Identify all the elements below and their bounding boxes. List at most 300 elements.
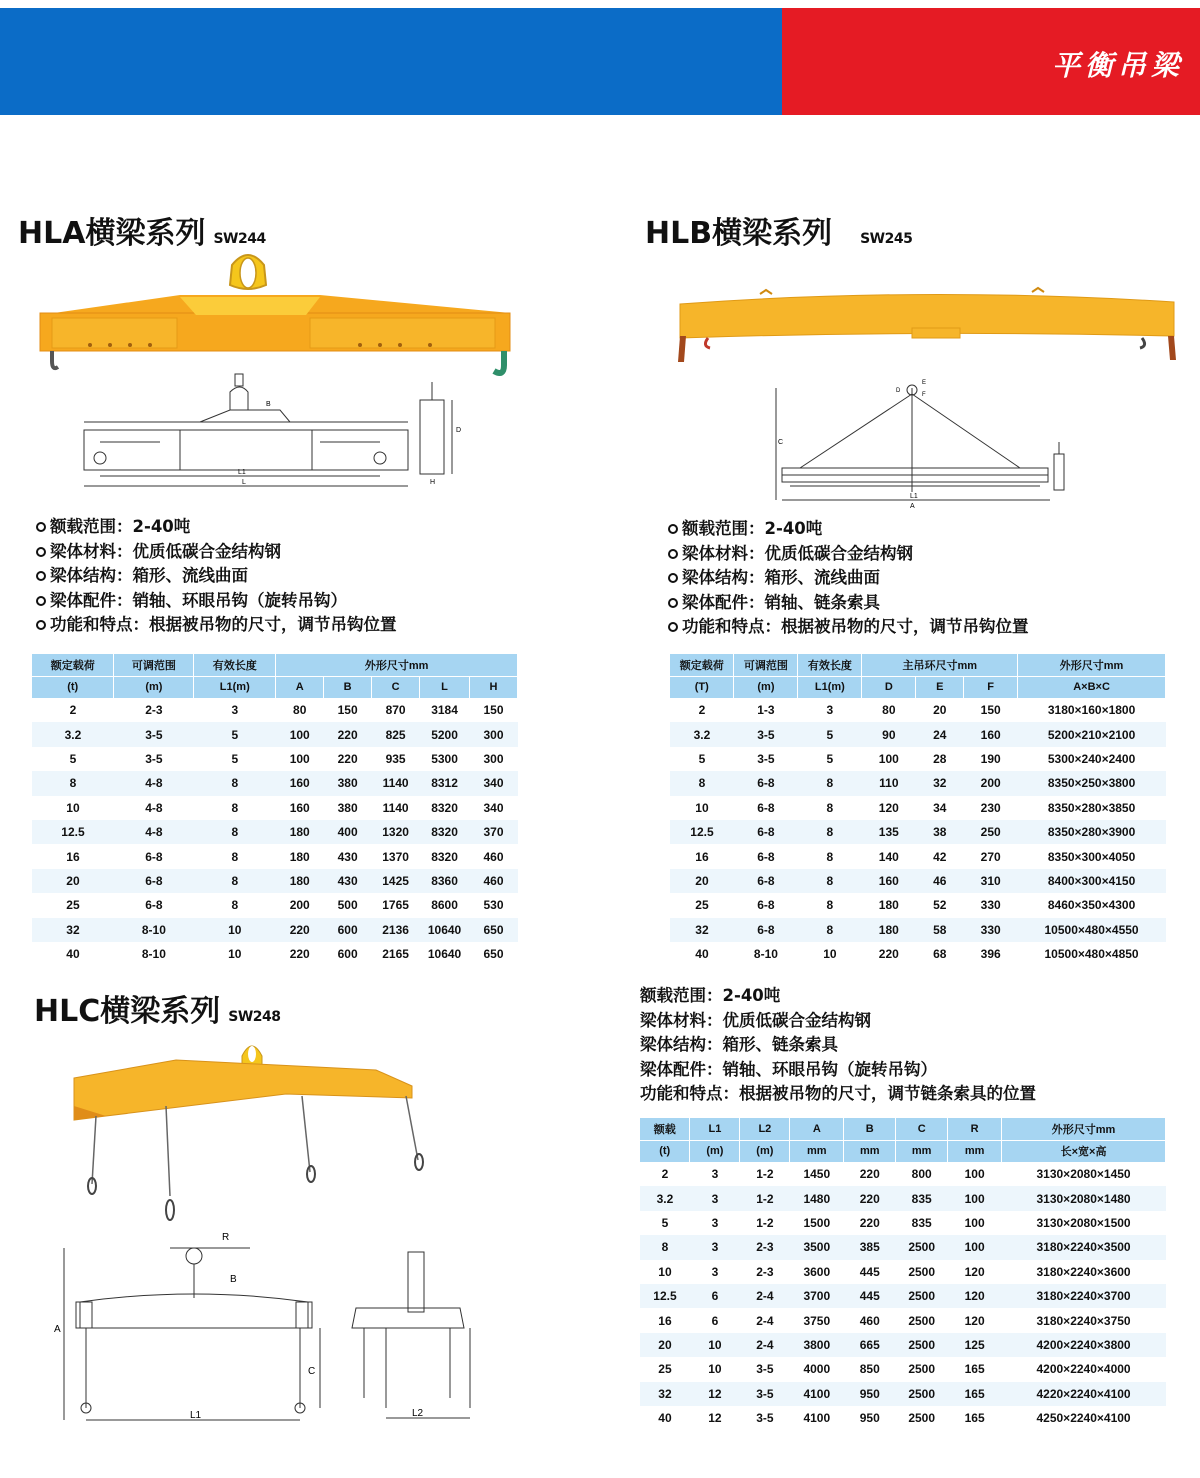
hlb-table-cell: 110 [862, 771, 916, 795]
hlb-table-cell: 8400×300×4150 [1018, 869, 1166, 893]
hla-table-cell: 5300 [431, 751, 458, 766]
hlb-table-row [670, 820, 1166, 844]
hlb-th: 外形尺寸mm [1018, 654, 1166, 676]
hlc-spec-item: 梁体配件：销轴、环眼吊钩（旋转吊钩） [640, 1059, 937, 1079]
hlb-label-a: A [910, 503, 915, 510]
hlc-spec-item: 梁体结构：箱形、链条索具 [640, 1035, 838, 1054]
hla-th: 外形尺寸mm [276, 654, 518, 676]
hlb-th: D [862, 676, 916, 698]
hlc-table-cell: 1-2 [756, 1215, 774, 1230]
hla-table-cell: 1320 [372, 820, 420, 844]
hla-table-cell: 1425 [372, 869, 420, 893]
hlc-table-cell: 850 [859, 1362, 880, 1377]
hlb-table-cell: 10500×480×4550 [1018, 918, 1166, 942]
hla-table-cell: 5200 [420, 722, 470, 746]
hla-table-row [32, 771, 518, 795]
hla-label-l: L [242, 479, 246, 486]
hla-table-cell: 8600 [431, 898, 458, 913]
hlc-table-cell: 445 [844, 1284, 896, 1308]
hlc-table-cell: 2500 [908, 1411, 936, 1426]
hlc-label-c: C [308, 1366, 316, 1377]
hlb-table-cell: 3-5 [734, 722, 798, 746]
hla-table-cell: 2-3 [145, 703, 163, 718]
hlb-th: L1(m) [798, 676, 862, 698]
hlc-spec-item: 梁体材料：优质低碳合金结构钢 [640, 1010, 871, 1030]
hlb-table-cell: 8 [826, 849, 834, 864]
hla-table-cell: 380 [324, 771, 372, 795]
hlc-table-cell: 220 [859, 1215, 880, 1230]
hlc-table-cell: 3130×2080×1480 [1002, 1186, 1166, 1210]
hlc-table-cell: 5 [661, 1215, 669, 1230]
hlb-table-cell: 16 [695, 849, 709, 864]
hlc-th: 外形尺寸mm [1002, 1118, 1166, 1140]
hla-table [32, 654, 518, 966]
hlb-table-cell: 6-8 [757, 800, 775, 815]
hla-table-cell: 825 [372, 722, 420, 746]
hla-table-cell: 380 [337, 800, 358, 815]
hla-th: L [420, 676, 470, 698]
hlb-table-cell: 180 [878, 898, 899, 913]
hlc-table-cell: 3 [690, 1235, 740, 1259]
hlc-table-cell: 3180×2240×3700 [1002, 1284, 1166, 1308]
hla-drawing [80, 372, 470, 492]
hlb-table-cell: 200 [964, 771, 1018, 795]
hla-table-cell: 430 [324, 869, 372, 893]
hla-spec-item: 梁体材料：优质低碳合金结构钢 [36, 540, 397, 565]
hlb-table-row [670, 796, 1166, 820]
hlb-table-cell: 250 [964, 820, 1018, 844]
hlb-table-cell: 6-8 [757, 849, 775, 864]
hlb-table-row [670, 722, 1166, 746]
hlb-table-cell: 24 [916, 722, 964, 746]
hla-table-cell: 25 [66, 898, 80, 913]
hlc-table-cell: 2500 [896, 1382, 948, 1406]
hlc-table-cell: 3800 [790, 1333, 844, 1357]
hlc-table-cell: 1-2 [740, 1186, 790, 1210]
hla-table-cell: 100 [289, 751, 310, 766]
hlc-table-cell: 32 [640, 1382, 690, 1406]
hla-table-row [32, 869, 518, 893]
hla-table-cell: 160 [289, 800, 310, 815]
hlc-th: 长×宽×高 [1002, 1140, 1166, 1162]
hlc-table-cell: 165 [964, 1362, 985, 1377]
hla-th: L1(m) [194, 676, 276, 698]
hlc-table-row [640, 1211, 1166, 1235]
hlc-table-cell: 2-3 [756, 1264, 774, 1279]
hlc-th: 额载 [640, 1118, 690, 1140]
hlb-table-cell: 20 [933, 703, 947, 718]
hla-table-cell: 32 [32, 918, 114, 942]
hlc-title [34, 986, 281, 1030]
hlb-table-cell: 310 [964, 869, 1018, 893]
hla-table-cell: 340 [483, 800, 504, 815]
hlc-table-row [640, 1333, 1166, 1357]
hla-table-row [32, 893, 518, 917]
hlb-spec-item: 梁体配件：销轴、链条索具 [668, 591, 1029, 616]
hla-table-cell: 8320 [431, 800, 458, 815]
hlc-th: mm [790, 1140, 844, 1162]
hlc-table-row [640, 1162, 1166, 1186]
hlb-table-cell: 34 [933, 800, 947, 815]
hlb-label-f: F [922, 392, 926, 398]
hlc-table-row [640, 1382, 1166, 1406]
hlc-table-cell: 1500 [803, 1215, 831, 1230]
hla-specs [36, 515, 397, 638]
hlc-table-cell: 100 [948, 1186, 1002, 1210]
hlb-table-cell: 8350×280×3850 [1047, 800, 1136, 815]
hlc-table-cell: 800 [911, 1167, 932, 1182]
hlb-table-cell: 38 [916, 820, 964, 844]
hlb-table-cell: 396 [980, 947, 1001, 962]
hlb-label-l1: L1 [910, 493, 918, 500]
hla-table-cell: 10640 [420, 918, 470, 942]
hlb-table-cell: 3180×160×1800 [1047, 703, 1136, 718]
hlc-table-cell: 10 [690, 1333, 740, 1357]
hla-th: 可调范围 [114, 654, 194, 676]
hla-table-cell: 8312 [420, 771, 470, 795]
hlb-table-cell: 58 [916, 918, 964, 942]
hlb-table-cell: 330 [980, 898, 1001, 913]
hlc-table-cell: 8 [640, 1235, 690, 1259]
hla-table-cell: 8-10 [141, 947, 166, 962]
hlc-table-cell: 4220×2240×4100 [1002, 1382, 1166, 1406]
hla-spec-item: 梁体结构：箱形、流线曲面 [36, 564, 397, 589]
hlc-th: R [948, 1118, 1002, 1140]
hlb-table-cell: 10 [695, 800, 709, 815]
hlc-table-cell: 2-4 [740, 1333, 790, 1357]
header-band-blue [0, 8, 782, 115]
hlb-table-cell: 8-10 [753, 947, 778, 962]
hlb-table-row [670, 893, 1166, 917]
hlc-table-cell: 3-5 [756, 1362, 774, 1377]
hla-table-cell: 8 [194, 869, 276, 893]
hlc-table-cell: 100 [948, 1235, 1002, 1259]
hla-table-cell: 8 [194, 820, 276, 844]
hlb-th: E [916, 676, 964, 698]
hlc-table-cell: 220 [844, 1186, 896, 1210]
hla-table-row [32, 698, 518, 722]
hla-table-cell: 8 [194, 771, 276, 795]
hlb-table-cell: 25 [695, 898, 709, 913]
hla-label-l1: L1 [238, 469, 246, 476]
hlc-label-l2: L2 [412, 1408, 424, 1419]
hlc-table-cell: 3-5 [756, 1411, 774, 1426]
hlb-table-row [670, 869, 1166, 893]
hla-table-cell: 8-10 [114, 918, 194, 942]
hlb-table-cell: 80 [882, 703, 896, 718]
hla-label-b: B [266, 401, 271, 408]
hlb-table-cell: 6-8 [757, 898, 775, 913]
hlc-table-cell: 1450 [803, 1167, 831, 1182]
hla-table-cell: 3184 [431, 703, 458, 718]
hlb-title [645, 208, 912, 252]
hla-table-cell: 6-8 [145, 849, 163, 864]
hla-table-cell: 3-5 [145, 751, 163, 766]
hla-th: 额定载荷 [32, 654, 114, 676]
hlb-table-cell: 5 [698, 751, 706, 766]
hlc-table-row [640, 1357, 1166, 1381]
hlc-spec-item: 功能和特点：根据被吊物的尺寸，调节链条索具的位置 [640, 1084, 1036, 1103]
hlb-table-cell: 140 [878, 849, 899, 864]
hlc-table-cell: 3700 [790, 1284, 844, 1308]
hlb-table-cell: 52 [933, 898, 947, 913]
hla-table-cell: 870 [385, 703, 406, 718]
hlc-table-row [640, 1260, 1166, 1284]
hlb-label-c: C [778, 439, 784, 446]
hlb-table-cell: 6-8 [734, 918, 798, 942]
hlc-table-cell: 220 [859, 1167, 880, 1182]
hlb-table-cell: 160 [964, 722, 1018, 746]
hlc-th: A [790, 1118, 844, 1140]
hla-table-row [32, 942, 518, 966]
hlc-table-cell: 2-4 [740, 1284, 790, 1308]
hlc-table-cell: 1480 [790, 1186, 844, 1210]
hlc-table-cell: 4000 [803, 1362, 831, 1377]
hla-table-cell: 150 [337, 703, 358, 718]
hla-table-cell: 16 [66, 849, 80, 864]
hlc-table-cell: 2500 [908, 1362, 936, 1377]
hlc-table-cell: 665 [844, 1333, 896, 1357]
hlb-table-cell: 230 [980, 800, 1001, 815]
hla-table-cell: 5 [231, 751, 239, 766]
hlb-th: 有效长度 [798, 654, 862, 676]
hla-table-cell: 370 [470, 820, 518, 844]
hlc-table-cell: 3180×2240×3500 [1002, 1235, 1166, 1259]
hlc-table-cell: 20 [640, 1333, 690, 1357]
hla-table-row [32, 820, 518, 844]
hlb-table-cell: 28 [933, 751, 947, 766]
hlc-table-cell: 445 [859, 1264, 880, 1279]
hla-table-cell: 200 [289, 898, 310, 913]
hlc-th: (t) [640, 1140, 690, 1162]
hla-table-cell: 180 [276, 869, 324, 893]
hla-table-cell: 460 [483, 849, 504, 864]
hlc-code: SW248 [228, 1009, 281, 1025]
hla-table-cell: 80 [293, 703, 307, 718]
hlb-th: 额定载荷 [670, 654, 734, 676]
hla-th: 有效长度 [194, 654, 276, 676]
hla-spec-item: 梁体配件：销轴、环眼吊钩（旋转吊钩） [36, 589, 397, 614]
hla-table-cell: 4-8 [145, 800, 163, 815]
hla-table-cell: 600 [337, 947, 358, 962]
hla-table-cell: 460 [470, 869, 518, 893]
hla-table-cell: 220 [289, 947, 310, 962]
hla-table-cell: 530 [483, 898, 504, 913]
hlb-table-cell: 330 [964, 918, 1018, 942]
hlb-table-cell: 32 [670, 918, 734, 942]
hla-table-cell: 430 [337, 849, 358, 864]
hlc-table-cell: 165 [948, 1382, 1002, 1406]
hla-table-row [32, 796, 518, 820]
hlb-table-row [670, 698, 1166, 722]
hlb-table-cell: 3 [826, 703, 834, 718]
hlc-th: (m) [740, 1140, 790, 1162]
hla-table-cell: 5 [194, 722, 276, 746]
hlb-title-text: HLB横梁系列 [645, 216, 833, 251]
hlc-table-cell: 950 [844, 1382, 896, 1406]
hlb-table [670, 654, 1166, 966]
hla-table-cell: 220 [337, 751, 358, 766]
hla-table-cell: 1765 [382, 898, 409, 913]
hlc-table-cell: 2500 [896, 1284, 948, 1308]
hla-table-cell: 180 [289, 849, 310, 864]
hla-th: (t) [32, 676, 114, 698]
hla-table-cell: 8 [32, 771, 114, 795]
hlc-table-cell: 3130×2080×1450 [1036, 1167, 1131, 1182]
hlc-table-cell: 10 [658, 1264, 672, 1279]
hlb-table-cell: 1-3 [757, 703, 775, 718]
hla-table-cell: 8 [231, 898, 239, 913]
brand-title: 平衡吊梁 [1051, 49, 1184, 82]
hlc-table-cell: 25 [658, 1362, 672, 1377]
hla-table-cell: 10 [66, 800, 80, 815]
hlc-table-cell: 40 [658, 1411, 672, 1426]
hlb-table-cell: 20 [670, 869, 734, 893]
hla-th: H [470, 676, 518, 698]
hlc-table-cell: 120 [964, 1313, 985, 1328]
hla-table-row [32, 844, 518, 868]
hlc-table-row [640, 1186, 1166, 1210]
hlb-code: SW245 [860, 231, 913, 247]
hlc-table-cell: 3180×2240×3750 [1036, 1313, 1131, 1328]
hlb-th: F [964, 676, 1018, 698]
hlb-table-cell: 8 [798, 771, 862, 795]
hlc-table-cell: 3-5 [740, 1382, 790, 1406]
hla-table-cell: 40 [66, 947, 80, 962]
hlc-specs [640, 984, 1036, 1107]
hlc-table-cell: 165 [964, 1411, 985, 1426]
hlb-table-cell: 180 [862, 918, 916, 942]
hlc-th: mm [844, 1140, 896, 1162]
hlb-table-cell: 68 [933, 947, 947, 962]
hla-table-cell: 12.5 [32, 820, 114, 844]
hla-table-cell: 8320 [431, 849, 458, 864]
hlb-table-cell: 10500×480×4850 [1044, 947, 1139, 962]
hla-table-cell: 8 [231, 849, 239, 864]
hlb-table-cell: 5 [826, 751, 834, 766]
hlb-th: (T) [670, 676, 734, 698]
hlc-table-cell: 3 [711, 1167, 719, 1182]
hlb-table-cell: 46 [916, 869, 964, 893]
hlb-table-cell: 6-8 [734, 771, 798, 795]
hlc-table-cell: 6 [711, 1313, 719, 1328]
hlb-table-cell: 2 [698, 703, 706, 718]
hlc-table-cell: 2-3 [740, 1235, 790, 1259]
hlb-table-cell: 150 [980, 703, 1001, 718]
hlc-th: mm [896, 1140, 948, 1162]
hlc-th: B [844, 1118, 896, 1140]
hlc-table-cell: 2500 [896, 1333, 948, 1357]
hlc-drawing [50, 1228, 510, 1424]
hlb-table-cell: 8 [798, 869, 862, 893]
hlc-table-row [640, 1284, 1166, 1308]
hlb-table-cell: 42 [933, 849, 947, 864]
hlb-table-cell: 3.2 [670, 722, 734, 746]
hlb-table-cell: 8 [670, 771, 734, 795]
hlb-table-row [670, 747, 1166, 771]
hlb-table-cell: 8 [826, 800, 834, 815]
hlb-table-cell: 40 [695, 947, 709, 962]
hlc-table-cell: 950 [859, 1411, 880, 1426]
hlb-table-cell: 8350×300×4050 [1047, 849, 1136, 864]
hlc-table-cell: 2500 [908, 1313, 936, 1328]
hlc-table-cell: 6 [690, 1284, 740, 1308]
hlc-label-b: B [230, 1274, 237, 1285]
hla-table-cell: 6-8 [145, 898, 163, 913]
hla-table-cell: 650 [483, 947, 504, 962]
hlc-table-cell: 100 [964, 1215, 985, 1230]
hlc-table-cell: 2500 [896, 1235, 948, 1259]
hla-table-cell: 150 [483, 703, 504, 718]
hlb-table-cell: 8 [798, 820, 862, 844]
hlb-table-cell: 5300×240×2400 [1047, 751, 1136, 766]
hlb-table-cell: 5 [798, 722, 862, 746]
hlb-table-body [670, 698, 1166, 966]
hlc-th: (m) [690, 1140, 740, 1162]
hlb-table-cell: 160 [862, 869, 916, 893]
hlb-table-cell: 90 [862, 722, 916, 746]
hlc-th: L2 [740, 1118, 790, 1140]
hla-table-cell: 5 [69, 751, 77, 766]
hlb-table-cell: 8 [798, 918, 862, 942]
hla-table-cell: 220 [276, 918, 324, 942]
hlc-label-a: A [54, 1324, 61, 1335]
hla-table-cell: 1140 [372, 771, 420, 795]
hla-table-cell: 8 [231, 800, 239, 815]
hlb-table-cell: 12.5 [670, 820, 734, 844]
hlc-table-cell: 3750 [803, 1313, 831, 1328]
hlc-table-cell: 2 [661, 1167, 669, 1182]
hla-table-row [32, 722, 518, 746]
hla-table-cell: 180 [276, 820, 324, 844]
hla-table-cell: 340 [470, 771, 518, 795]
hlc-table-cell: 12 [690, 1382, 740, 1406]
hla-th: C [372, 676, 420, 698]
hla-table-cell: 4-8 [114, 771, 194, 795]
hla-table-cell: 160 [276, 771, 324, 795]
hlb-table-cell: 8350×280×3900 [1018, 820, 1166, 844]
hlc-table-cell: 4100 [790, 1382, 844, 1406]
hlb-table-cell: 3-5 [757, 751, 775, 766]
hla-table-row [32, 918, 518, 942]
hlb-table-row [670, 942, 1166, 966]
hlc-table-cell: 2-4 [756, 1313, 774, 1328]
hlc-table-cell: 3.2 [640, 1186, 690, 1210]
hla-table-cell: 600 [324, 918, 372, 942]
hlc-title-text: HLC横梁系列 [34, 994, 221, 1029]
hla-table-cell: 300 [483, 751, 504, 766]
hla-table-cell: 2165 [382, 947, 409, 962]
hlc-table-cell: 835 [896, 1186, 948, 1210]
hlc-table-row [640, 1406, 1166, 1430]
hlc-table-cell: 4200×2240×4000 [1036, 1362, 1131, 1377]
hlb-label-d: D [896, 388, 901, 394]
hlc-table-row [640, 1308, 1166, 1332]
hlc-table-cell: 3 [690, 1186, 740, 1210]
hlb-spec-item: 梁体材料：优质低碳合金结构钢 [668, 542, 1029, 567]
hla-th: (m) [114, 676, 194, 698]
hlc-label-l1: L1 [190, 1410, 202, 1421]
hla-table-cell: 8320 [420, 820, 470, 844]
hlb-table-cell: 120 [878, 800, 899, 815]
hlc-table-cell: 835 [911, 1215, 932, 1230]
hla-table-cell: 3 [231, 703, 239, 718]
hlc-table-cell: 4100 [803, 1411, 831, 1426]
hlb-th: (m) [734, 676, 798, 698]
hla-table-cell: 220 [324, 722, 372, 746]
hlc-table-cell: 2500 [908, 1264, 936, 1279]
hlc-table-body [640, 1162, 1166, 1430]
